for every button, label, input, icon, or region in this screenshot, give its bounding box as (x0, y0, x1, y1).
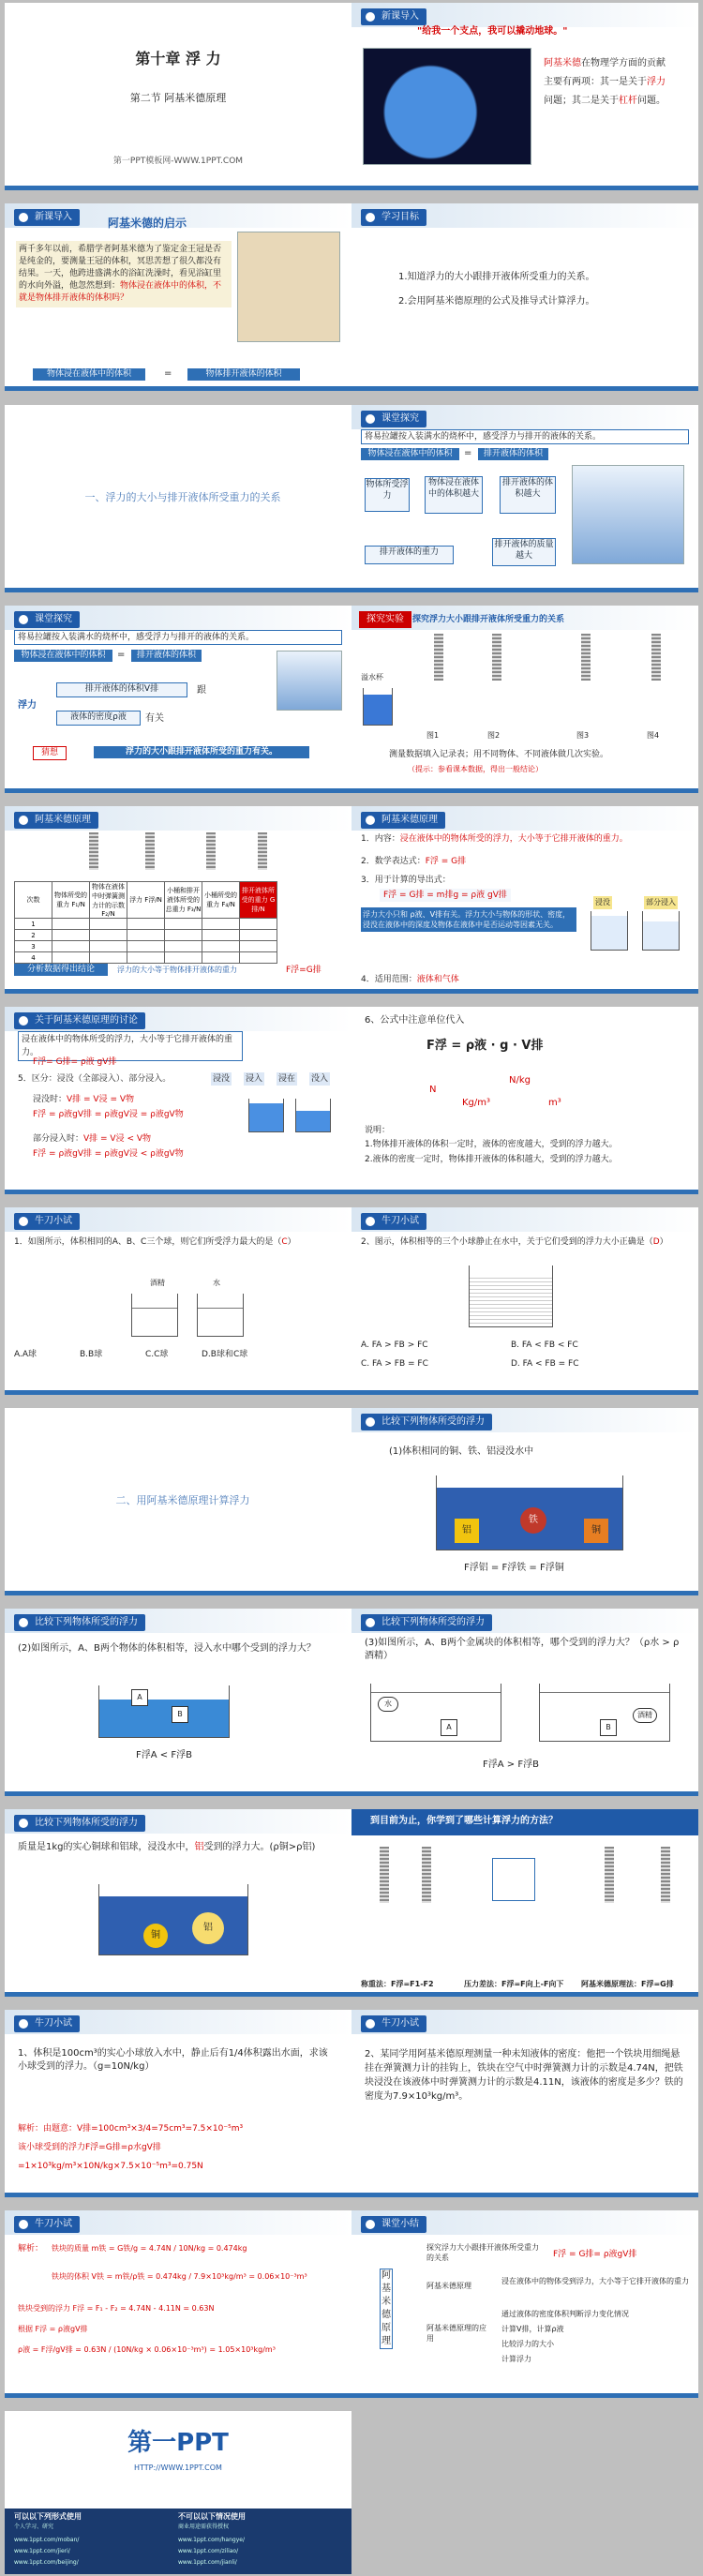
tag-label: 课堂探究 (14, 611, 80, 628)
tag-label: 比较下列物体所受的浮力 (361, 1614, 492, 1631)
slide-compare-3 (352, 1609, 698, 1796)
fig-label-3: 图3 (576, 731, 590, 740)
block-b: B (172, 1706, 188, 1723)
intro-line-2 (544, 76, 694, 89)
slide-experiment (352, 606, 698, 793)
immersed-volume-box: 物体浸在液体中的体积 (361, 448, 459, 460)
slide-title (5, 3, 352, 190)
slide-bottom-bar (5, 588, 352, 592)
solution-line-2: 铁块的体积 V铁 = m铁/ρ铁 = 0.474kg / 7.9×10³kg/m³ = 0.06×10⁻³m³ (52, 2272, 307, 2281)
archimedes-image (237, 232, 340, 342)
metal-aluminum: 铝 (455, 1519, 479, 1543)
discussion-principle: 浸在液体中的物体所受的浮力，大小等于它排开液体的重力。 (18, 1031, 243, 1061)
solution-line-1: 铁块的质量 m铁 = G铁/g = 4.74N / 10N/kg = 0.474kg (52, 2244, 247, 2253)
question-end: ） (287, 1237, 296, 1247)
water-beaker (197, 1294, 244, 1337)
slide-bottom-bar (352, 1190, 698, 1194)
units-formula: F浮 = ρ液 · g · V排 (426, 1039, 544, 1053)
fig-label-4: 图4 (647, 731, 660, 740)
compare-question: (3)如图所示，A、B两个金属块的体积相等，哪个受到的浮力大？（ρ水 > ρ酒精） (365, 1638, 680, 1661)
end-banner (5, 2411, 352, 2509)
solution-line-4: 根据 F浮 = ρ液gV排 (18, 2325, 88, 2333)
end-line: 商业用途需获得授权 (178, 2524, 230, 2530)
slide-bottom-bar (352, 2393, 698, 2398)
method-weighing: 称重法：F浮=F1-F2 (361, 1980, 434, 1988)
table-row (15, 941, 277, 952)
end-line: www.1ppt.com/ziliao/ (178, 2548, 239, 2554)
principle-note: 浮力大小只和 ρ液、V排有关。浮力大小与物体的形状、密度，浸没在液体中的深度及物体在液体中是否运动等因素无关。 (361, 907, 576, 932)
slide-bottom-bar (5, 2393, 352, 2398)
slide-bottom-bar (5, 1992, 352, 1997)
summary-row-2-text: 浸在液体中的物体受到浮力，大小等于它排开液体的重力 (501, 2277, 689, 2285)
can-in-beaker-image (572, 465, 684, 564)
summary-row-1-formula: F浮 = G排= ρ液gV排 (553, 2250, 637, 2259)
spring-scale-3 (581, 634, 591, 681)
beaker-1 (248, 1099, 284, 1132)
table-row (15, 952, 277, 964)
slide-quiz-1 (5, 1207, 352, 1395)
displaced-volume-factor: 排开液体的体积V排 (56, 682, 187, 697)
equal-sign: = (164, 368, 172, 379)
story-text: 两千多年以前，希腊学者阿基米德为了鉴定金王冠是否是纯金的，要测量王冠的体积，冥思苦想了很久都没有结果。一天，他跨进盛满水的浴缸洗澡时，看见浴缸里的水向外溢，他忽然想到： (19, 245, 222, 291)
beaker-2 (295, 1099, 331, 1132)
word-submerge: 没入 (311, 1074, 329, 1084)
buoyancy-box: 物体所受浮力 (365, 478, 410, 512)
buoyancy-label: 浮力 (18, 700, 37, 711)
ab-beaker (98, 1685, 230, 1738)
section-heading: 一、浮力的大小与排开液体所受重力的关系 (84, 491, 281, 503)
equal-sign: = (464, 448, 472, 458)
slide-bottom-bar (352, 1390, 698, 1395)
content-text: 浸在液体中的物体所受的浮力，大小等于它排开液体的重力。 (399, 834, 628, 844)
section-title: 第二节 阿基米德原理 (129, 92, 227, 104)
slide-heading-1 (5, 405, 352, 592)
word-enter: 浸入 (246, 1074, 263, 1084)
slide-bottom-bar (352, 2193, 698, 2197)
question-text: 2、图示，体积相等的三个小球静止在水中，关于它们受到的浮力大小正确是（ (361, 1237, 653, 1247)
solution-line-5: ρ液 = F浮/gV排 = 0.63N / (10N/kg × 0.06×10⁻³m³) = 1.05×10³kg/m³ (18, 2345, 276, 2354)
spring-scale-4 (651, 634, 661, 681)
density-factor: 液体的密度ρ液 (56, 711, 141, 726)
tag-label: 课堂小结 (361, 2216, 426, 2233)
option-c: C. FA > FB = FC (361, 1359, 428, 1369)
quiz-question (361, 1236, 689, 1249)
units-note-2: 2.液体的密度一定时，物体排开液体的体积越大，受到的浮力越大。 (365, 1155, 618, 1164)
ball-aluminum: 铝 (192, 1912, 224, 1944)
related-2: 有关 (145, 713, 164, 724)
spring-scale-2 (422, 1847, 431, 1903)
end-line: www.1ppt.com/moban/ (14, 2537, 80, 2543)
word-immersed: 浸没 (213, 1074, 231, 1084)
expression-label: 2．数学表达式： (361, 857, 426, 866)
slide-data-table (5, 806, 352, 994)
slide-bottom-bar (5, 2193, 352, 2197)
slide-compare-1 (352, 1408, 698, 1595)
archimedes-name: 阿基米德 (544, 58, 581, 68)
slide-end (5, 2411, 352, 2574)
guess-conclusion: 浮力的大小跟排开液体所受的重力有关。 (94, 746, 309, 758)
metal-iron: 铁 (520, 1507, 546, 1534)
volume-immersed-box: 物体浸在液体中的体积 (33, 368, 145, 381)
units-note-1: 1.物体排开液体的体积一定时，液体的密度越大，受到的浮力越大。 (365, 1140, 618, 1149)
question-end: 受到的浮力大。(ρ铜>ρ铝) (203, 1842, 316, 1852)
tag-label: 牛刀小试 (14, 2015, 80, 2032)
balls-beaker (469, 1266, 553, 1327)
footer-text: 第一PPT模板网-WWW.1PPT.COM (112, 157, 244, 166)
table-cell: 4 (15, 952, 52, 964)
option-d: D. FA < FB = FC (511, 1359, 579, 1369)
experiment-note: 测量数据填入记录表；用不同物体、不同液体做几次实验。 (389, 750, 609, 759)
end-url: HTTP://WWW.1PPT.COM (134, 2464, 222, 2472)
slide-archimedes-story (5, 203, 352, 391)
summary-row-3-d: 计算浮力 (501, 2355, 531, 2363)
answer-line-1: 解析：由题意：V排=100cm³×3/4=75cm³=7.5×10⁻⁵m³ (18, 2124, 244, 2134)
water-beaker (370, 1684, 501, 1742)
tag-label: 比较下列物体所受的浮力 (14, 1614, 145, 1631)
compare-result: F浮A < F浮B (136, 1750, 192, 1760)
spring-scale-3 (206, 832, 216, 870)
slide-units (352, 1007, 698, 1194)
immersed-case-eq: V排 = V浸 = V物 (67, 1095, 135, 1104)
block-a: A (131, 1689, 148, 1706)
slide-goals (352, 203, 698, 391)
distinguish-label: 5．区分：浸没（全部浸入）、部分浸入。 (18, 1074, 172, 1084)
immersed-case (33, 1093, 134, 1106)
buoyancy-word: 浮力 (647, 77, 666, 87)
partial-case (33, 1132, 151, 1146)
table-cell: 3 (15, 941, 52, 952)
unit-density: Kg/m³ (462, 1098, 491, 1108)
methods-title: 到目前为止，你学到了哪些计算浮力的方法？ (370, 1816, 558, 1826)
displaced-volume-box: 排开液体的体积 (131, 650, 202, 662)
tag-label: 课堂探究 (361, 411, 426, 427)
slide-compare-2 (5, 1609, 352, 1796)
partial-beaker (642, 911, 680, 951)
end-line: 个人学习、研究 (14, 2524, 54, 2530)
slide-bottom-bar (352, 386, 698, 391)
unit-gravity: N/kg (509, 1075, 531, 1086)
summary-row-1: 探究浮力大小跟排开液体所受重力的关系 (426, 2243, 539, 2262)
slide-heading-2 (5, 1408, 352, 1595)
slide-intro (352, 3, 698, 190)
option-a: A.A球 (14, 1350, 37, 1359)
immersed-label: 浸没 (593, 896, 612, 909)
slide-bottom-bar (5, 1591, 352, 1595)
spring-scale-1 (380, 1847, 389, 1903)
compare-result: F浮A > F浮B (483, 1760, 539, 1770)
answer-text: 铝 (194, 1842, 204, 1852)
unit-force: N (429, 1085, 437, 1095)
partial-case-eq: V排 = V浸 < V物 (83, 1134, 152, 1144)
derived-formula: F浮 = G排 = m排g = ρ液 gV排 (380, 889, 511, 902)
option-b: B.B球 (80, 1350, 103, 1359)
intro-line-1-rest: 在物理学方面的贡献 (581, 58, 666, 68)
forbidden-heading: 不可以以下情况使用 (178, 2512, 246, 2521)
slide-bottom-bar (5, 989, 352, 994)
table-header: 物体在液体中时弹簧测力计的示数 F₂/N (90, 882, 127, 919)
answer-line-3: =1×10³kg/m³×10N/kg×7.5×10⁻⁵m³=0.75N (18, 2162, 203, 2171)
quote-text: "给我一个支点，我可以撬动地球。" (417, 26, 568, 37)
solution-label: 解析： (18, 2244, 44, 2254)
tag-label: 牛刀小试 (14, 2216, 80, 2233)
summary-side: 阿基米德原理 (380, 2269, 393, 2349)
guess-label: 猜想 (33, 746, 67, 760)
slide-explore-2 (5, 606, 352, 793)
fig-label-1: 图1 (426, 731, 440, 740)
slide-discussion (5, 1007, 352, 1194)
spring-scale-2 (492, 634, 501, 681)
explore-intro: 将易拉罐按入装满水的烧杯中，感受浮力与排开的液体的关系。 (361, 429, 689, 444)
spring-scale-4 (661, 1847, 670, 1903)
displaced-volume-box: 排开液体的体积 (478, 448, 548, 460)
slide-methods (352, 1809, 698, 1997)
goal-2: 2.会用阿基米德原理的公式及推导式计算浮力。 (398, 296, 595, 307)
slide-quiz-2 (352, 1207, 698, 1395)
option-b: B. FA < FB < FC (511, 1340, 578, 1350)
intro-line-3 (544, 95, 694, 108)
tag-label: 牛刀小试 (361, 1213, 426, 1230)
equal-sign: = (117, 650, 126, 660)
immersed-case-label: 浸没时： (33, 1095, 67, 1104)
question-text: 质量是1kg的实心铜球和铝球，浸没水中， (18, 1842, 195, 1852)
story-highlight: 物体浸在液体中的体积，不就是物体排开液体的体积吗？ (19, 281, 222, 303)
tag-label: 关于阿基米德原理的讨论 (14, 1012, 145, 1029)
spring-scale-1 (89, 832, 98, 870)
summary-row-3-b: 计算V排，计算ρ液 (501, 2325, 564, 2333)
end-line: www.1ppt.com/jianli/ (178, 2559, 237, 2566)
experiment-title: 探究浮力大小跟排开液体所受重力的关系 (412, 615, 565, 624)
slide-solution (5, 2210, 352, 2398)
tag-label: 阿基米德原理 (361, 812, 445, 829)
table-row (15, 919, 277, 930)
table-header: 小桶所受的重力 F₄/N (202, 882, 240, 919)
table-header: 小桶和排开液体所受的总重力 F₃/N (165, 882, 202, 919)
intro-line-1 (544, 57, 694, 70)
tag-label: 牛刀小试 (14, 1213, 80, 1230)
units-title: 6、公式中注意单位代入 (365, 1015, 465, 1026)
overflow-cup (363, 688, 393, 726)
metal-copper: 铜 (584, 1519, 608, 1543)
slide-bottom-bar (5, 186, 352, 190)
quiz-question: 1、体积是100cm³的实心小球放入水中，静止后有1/4体积露出水面，求该小球受到的浮力。（g=10N/kg） (18, 2048, 328, 2072)
principle-expression (361, 855, 466, 868)
method-archimedes: 阿基米德原理法：F浮=G排 (581, 1980, 674, 1988)
table-cell: 2 (15, 930, 52, 941)
slide-bottom-bar (5, 386, 352, 391)
analyze-label: 分析数据得出结论 (14, 964, 108, 976)
more-mass-box: 排开液体的质量越大 (492, 538, 556, 566)
spring-scale-4 (258, 832, 267, 870)
slide-bottom-bar (352, 186, 698, 190)
water-label: 水 (213, 1279, 220, 1287)
slide-bottom-bar (5, 788, 352, 793)
tag-label: 比较下列物体所受的浮力 (14, 1815, 145, 1832)
summary-row-3-c: 比较浮力的大小 (501, 2340, 554, 2348)
immersed-beaker (591, 911, 628, 951)
fig-label-2: 图2 (487, 731, 501, 740)
content-label: 1．内容： (361, 834, 400, 844)
solution-line-3: 铁块受到的浮力 F浮 = F₁ - F₂ = 4.74N - 4.11N = 0.63N (18, 2304, 215, 2313)
alcohol-label: 酒精 (150, 1279, 165, 1287)
compare-question (18, 1841, 337, 1854)
related-1: 跟 (197, 685, 206, 696)
story-title: 阿基米德的启示 (108, 217, 187, 230)
answer-line-2: 该小球受到的浮力F浮=G排=ρ水gV排 (18, 2143, 161, 2152)
spring-scale-2 (145, 832, 155, 870)
chapter-title: 第十章 浮 力 (135, 50, 221, 67)
slide-explore-1 (352, 405, 698, 592)
principle-content (361, 832, 694, 846)
tag-label: 新课导入 (14, 209, 80, 226)
table-header: 浮力 F浮/N (127, 882, 165, 919)
tag-label: 学习目标 (361, 209, 426, 226)
volume-displaced-box: 物体排开液体的体积 (187, 368, 300, 381)
block-a: A (441, 1719, 457, 1736)
summary-row-3: 阿基米德原理的应用 (426, 2324, 486, 2343)
units-note-label: 说明： (365, 1126, 391, 1135)
tag-label: 探究实验 (359, 611, 411, 628)
partial-label: 部分浸入 (644, 896, 678, 909)
compare-result: F浮铝 = F浮铁 = F浮铜 (464, 1563, 564, 1573)
quiz-question (14, 1236, 342, 1249)
tag-label: 阿基米德原理 (14, 812, 98, 829)
end-line: www.1ppt.com/hangye/ (178, 2537, 245, 2543)
slide-compare-4 (5, 1809, 352, 1997)
partial-case-label: 部分浸入时： (33, 1134, 84, 1144)
answer-text: C (281, 1237, 288, 1247)
balls-beaker (98, 1884, 248, 1955)
cube-diagram (492, 1858, 535, 1901)
summary-row-3-a: 通过液体的密度体积判断浮力变化情况 (501, 2310, 629, 2318)
question-end: ） (659, 1237, 668, 1247)
slide-bottom-bar (5, 1791, 352, 1796)
tag-label: 比较下列物体所受的浮力 (361, 1414, 492, 1430)
table-header: 物体所受的重力 F₁/N (52, 882, 90, 919)
lever-word: 杠杆 (619, 96, 637, 106)
end-line: www.1ppt.com/beijing/ (14, 2559, 79, 2566)
slide-bottom-bar (5, 1190, 352, 1194)
block-b: B (600, 1719, 617, 1736)
scope (361, 973, 459, 986)
summary-row-2: 阿基米德原理 (426, 2282, 471, 2290)
data-table (14, 881, 277, 964)
more-immersed-box: 物体浸在液体中的体积越大 (425, 476, 483, 514)
water-tag: 水 (378, 1697, 398, 1712)
slide-quiz-3 (5, 2010, 352, 2197)
answer-text: D (652, 1237, 660, 1247)
immersed-case-force: F浮 = ρ液gV排 = ρ液gV浸 = ρ液gV物 (33, 1110, 184, 1119)
option-c: C.C球 (145, 1350, 169, 1359)
spring-scale-3 (605, 1847, 614, 1903)
table-header: 次数 (15, 882, 52, 919)
scope-text: 液体和气体 (416, 975, 459, 984)
expression-formula: F浮 = G排 (425, 857, 467, 866)
ball-copper: 铜 (143, 1924, 168, 1948)
overflow-cup-label: 溢水杯 (361, 673, 383, 681)
slide-bottom-bar (352, 1992, 698, 1997)
table-header: 排开液体所受的重力 G排/N (240, 882, 277, 919)
immersed-volume-box: 物体浸在液体中的体积 (14, 650, 112, 662)
slide-summary (352, 2210, 698, 2398)
discussion-formula: F浮= G排= ρ液 gV排 (33, 1057, 117, 1067)
slide-bottom-bar (352, 588, 698, 592)
slide-quiz-4 (352, 2010, 698, 2197)
table-conclusion: 浮力的大小等于物体排开液体的重力 (117, 966, 237, 974)
can-image (277, 651, 342, 711)
table-row (15, 930, 277, 941)
derived-label: 3．用于计算的导出式： (361, 876, 451, 885)
section-heading: 二、用阿基米德原理计算浮力 (115, 1494, 250, 1506)
option-d: D.B球和C球 (202, 1350, 248, 1359)
option-a: A. FA > FB > FC (361, 1340, 428, 1350)
intro-line-2-text: 主要有两项：其一是关于 (544, 77, 647, 87)
more-displaced-box: 排开液体的体积越大 (500, 476, 556, 514)
end-line: www.1ppt.com/jieri/ (14, 2548, 70, 2554)
experiment-hint: （提示：参看课本数据，得出一般结论） (408, 765, 543, 773)
slide-bottom-bar (352, 1591, 698, 1595)
method-pressure: 压力差法：F浮=F向上-F向下 (464, 1980, 564, 1988)
tag-label: 牛刀小试 (361, 2015, 426, 2032)
spring-scale-1 (434, 634, 443, 681)
table-cell: 1 (15, 919, 52, 930)
slide-bottom-bar (352, 989, 698, 994)
slide-bottom-bar (352, 788, 698, 793)
scope-label: 4．适用范围： (361, 975, 417, 984)
table-header-row (15, 882, 277, 919)
displaced-weight-box: 排开液体的重力 (365, 546, 454, 564)
explore-intro: 将易拉罐按入装满水的烧杯中，感受浮力与排开的液体的关系。 (14, 630, 342, 645)
intro-line-3-text: 问题；其二是关于 (544, 96, 619, 106)
compare-question: (2)如图所示，A、B两个物体的体积相等，浸入水中哪个受到的浮力大？ (18, 1643, 316, 1654)
alcohol-beaker (131, 1294, 178, 1337)
tag-label: 新课导入 (361, 8, 426, 25)
alcohol-tag: 酒精 (633, 1708, 657, 1723)
allowed-heading: 可以以下列形式使用 (14, 2512, 82, 2521)
partial-case-force: F浮 = ρ液gV排 = ρ液gV浸 < ρ液gV物 (33, 1149, 184, 1159)
slide-bottom-bar (352, 1791, 698, 1796)
story-body (16, 241, 232, 307)
unit-volume: m³ (548, 1098, 561, 1108)
slide-bottom-bar (5, 1390, 352, 1395)
goal-1: 1.知道浮力的大小跟排开液体所受重力的关系。 (398, 272, 595, 282)
quiz-question: 2、某同学用阿基米德原理测量一种未知液体的密度：他把一个铁块用细绳悬挂在弹簧测力计的挂钩上，铁块在空气中时弹簧测力计的示数是4.74N，把铁块浸没在该液体中时弹簧测力计的示数是4.11N，该液体的密度是多少？铁的密度为7.9×10³kg/m³。 (365, 2049, 683, 2102)
table-formula: F浮=G排 (286, 966, 322, 975)
compare-question: (1)体积相同的铜、铁、铝浸没水中 (389, 1446, 534, 1457)
end-logo: 第一PPT (127, 2429, 229, 2457)
question-text: 1．如图所示，体积相同的A、B、C三个球，则它们所受浮力最大的是（ (14, 1237, 282, 1247)
intro-line-3-end: 问题。 (637, 96, 666, 106)
slide-principle (352, 806, 698, 994)
earth-image (363, 48, 531, 165)
word-in: 浸在 (278, 1074, 296, 1084)
